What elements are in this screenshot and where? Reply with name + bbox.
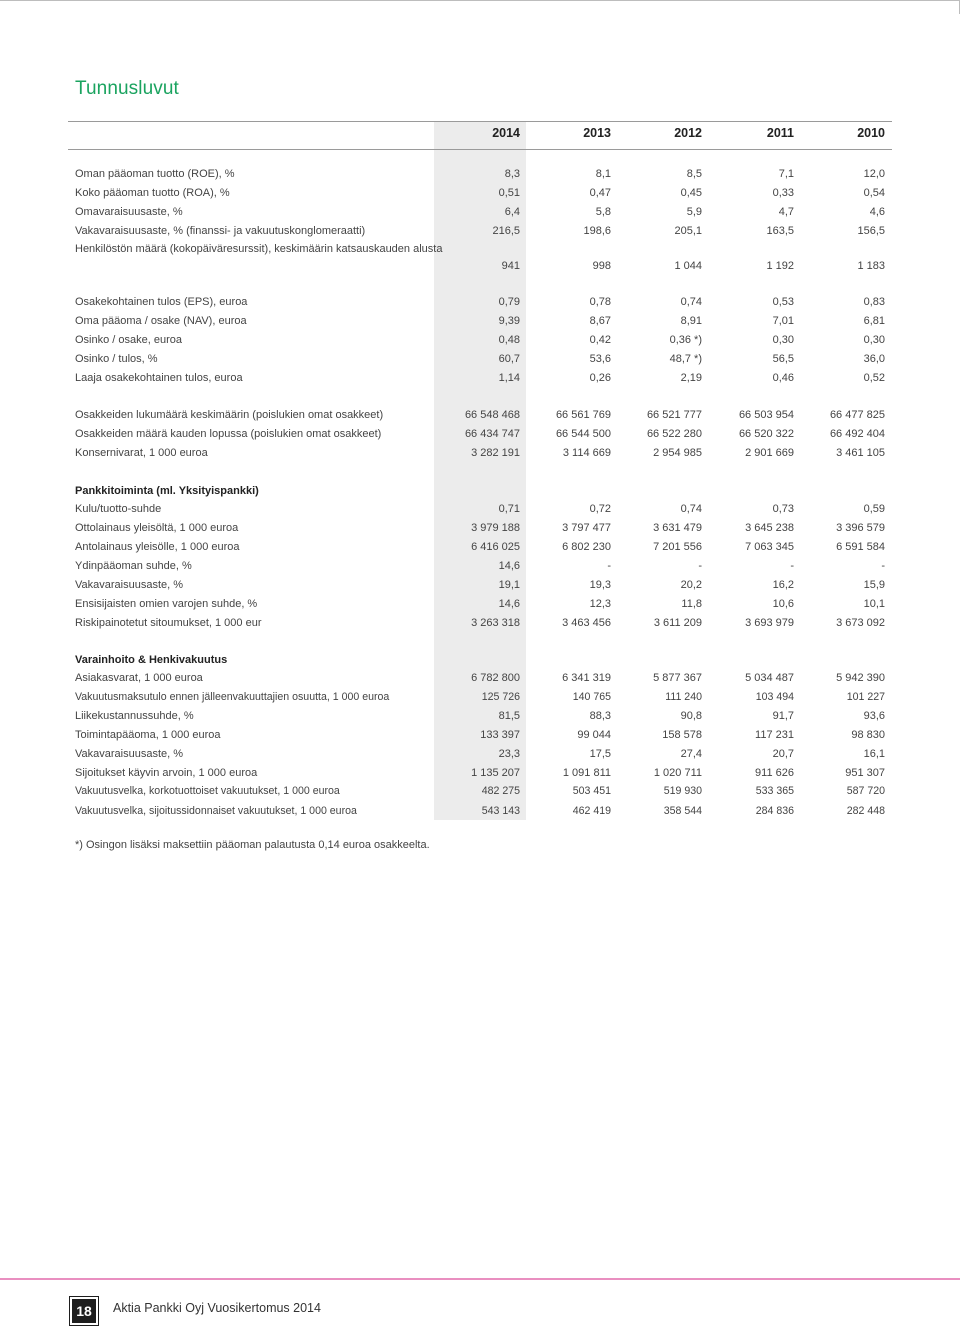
value-cell-2010: 36,0 [863, 353, 885, 365]
value-cell-2013: 198,6 [583, 225, 611, 237]
table-row [0, 500, 960, 518]
value-cell-2011: 66 503 954 [738, 409, 794, 421]
value-cell-2010: 3 396 579 [836, 522, 885, 534]
table-row [0, 614, 960, 632]
row-label: Ydinpääoman suhde, % [75, 560, 192, 572]
value-cell-2012: - [698, 560, 702, 572]
value-cell-2011: 66 520 322 [738, 428, 794, 440]
value-cell-2013: 0,47 [589, 187, 611, 199]
table-row [0, 406, 960, 424]
value-cell-2014: 216,5 [492, 225, 520, 237]
value-cell-2012: 205,1 [674, 225, 702, 237]
value-cell-2013: 998 [592, 260, 611, 272]
table-row [0, 425, 960, 443]
table-row [0, 745, 960, 763]
row-label: Vakavaraisuusaste, % (finanssi- ja vakuutuskonglomeraatti) [75, 225, 366, 237]
table-row [0, 241, 960, 275]
row-label: Oman pääoman tuotto (ROE), % [75, 168, 235, 180]
table-row [0, 184, 960, 202]
value-cell-2014: 1,14 [498, 372, 520, 384]
table-row [0, 726, 960, 744]
table-row [0, 331, 960, 349]
row-label: Omavaraisuusaste, % [75, 206, 183, 218]
row-label: Vakavaraisuusaste, % [75, 579, 184, 591]
table-row [0, 165, 960, 183]
table-row [0, 782, 960, 800]
value-cell-2014: 8,3 [504, 168, 520, 180]
row-label: Laaja osakekohtainen tulos, euroa [75, 372, 243, 384]
value-cell-2013: 0,42 [589, 334, 611, 346]
value-cell-2013: 0,26 [589, 372, 611, 384]
value-cell-2012: 0,45 [680, 187, 702, 199]
value-cell-2011: 3 693 979 [745, 617, 794, 629]
value-cell-2011: 2 901 669 [745, 447, 794, 459]
row-label: Henkilöstön määrä (kokopäiväresurssit), keskimäärin katsauskauden alusta [75, 243, 443, 255]
table-row [0, 312, 960, 330]
value-cell-2011: 5 034 487 [745, 672, 794, 684]
value-cell-2011: 56,5 [772, 353, 794, 365]
value-cell-2012: 8,91 [680, 315, 702, 327]
header-top-rule [68, 121, 892, 122]
value-cell-2014: 23,3 [498, 748, 520, 760]
value-cell-2012: 11,8 [681, 598, 702, 610]
value-cell-2011: 284 836 [755, 805, 794, 817]
header-bottom-rule [68, 149, 892, 150]
table-row [0, 222, 960, 240]
row-label: Vakuutusvelka, sijoitussidonnaiset vakuutukset, 1 000 euroa [75, 805, 357, 817]
value-cell-2014: 133 397 [480, 729, 520, 741]
page-number: 18 [72, 1299, 96, 1323]
value-cell-2010: 0,59 [863, 503, 885, 515]
value-cell-2010: 951 307 [845, 767, 885, 779]
value-cell-2014: 1 135 207 [471, 767, 520, 779]
value-cell-2012: 0,36 *) [669, 334, 702, 346]
value-cell-2014: 60,7 [498, 353, 520, 365]
value-cell-2011: 533 365 [755, 785, 794, 797]
value-cell-2013: 19,3 [589, 579, 611, 591]
footer-rule [0, 1278, 960, 1280]
section-heading-row [0, 651, 960, 669]
value-cell-2013: 8,67 [589, 315, 611, 327]
value-cell-2013: 1 091 811 [562, 767, 611, 779]
value-cell-2012: 48,7 *) [669, 353, 702, 365]
value-cell-2013: 0,72 [589, 503, 611, 515]
row-label: Sijoitukset käyvin arvoin, 1 000 euroa [75, 767, 258, 779]
row-label: Ensisijaisten omien varojen suhde, % [75, 598, 258, 610]
row-label: Asiakasvarat, 1 000 euroa [75, 672, 203, 684]
year-header-2012: 2012 [674, 126, 702, 140]
row-label: Konsernivarat, 1 000 euroa [75, 447, 208, 459]
row-label: Ottolainaus yleisöltä, 1 000 euroa [75, 522, 239, 534]
section-heading: Varainhoito & Henkivakuutus [75, 654, 228, 666]
value-cell-2010: 6,81 [863, 315, 885, 327]
value-cell-2012: 5,9 [686, 206, 702, 218]
value-cell-2014: 3 979 188 [471, 522, 520, 534]
value-cell-2012: 111 240 [665, 691, 702, 703]
value-cell-2013: 53,6 [589, 353, 611, 365]
row-label: Osinko / tulos, % [75, 353, 158, 365]
row-label: Osakkeiden määrä kauden lopussa (poislukien omat osakkeet) [75, 428, 382, 440]
year-header-2014: 2014 [492, 126, 520, 140]
top-border-line [0, 0, 960, 1]
page-number-box [69, 1296, 99, 1326]
value-cell-2012: 1 020 711 [653, 767, 702, 779]
value-cell-2014: 543 143 [481, 805, 520, 817]
row-label: Vakuutusvelka, korkotuottoiset vakuutukset, 1 000 euroa [75, 785, 340, 797]
value-cell-2014: 482 275 [481, 785, 520, 797]
row-label: Kulu/tuotto-suhde [75, 503, 162, 515]
table-row [0, 293, 960, 311]
value-cell-2013: 12,3 [589, 598, 611, 610]
value-cell-2013: 503 451 [572, 785, 611, 797]
table-row [0, 369, 960, 387]
value-cell-2013: 3 463 456 [562, 617, 611, 629]
value-cell-2010: 5 942 390 [836, 672, 885, 684]
row-label: Toimintapääoma, 1 000 euroa [75, 729, 221, 741]
value-cell-2013: 6 341 319 [562, 672, 611, 684]
table-row [0, 350, 960, 368]
row-label: Osinko / osake, euroa [75, 334, 183, 346]
value-cell-2012: 66 521 777 [646, 409, 702, 421]
value-cell-2012: 5 877 367 [653, 672, 702, 684]
value-cell-2012: 8,5 [686, 168, 702, 180]
value-cell-2010: 101 227 [846, 691, 885, 703]
value-cell-2010: 15,9 [863, 579, 885, 591]
value-cell-2013: 88,3 [589, 710, 611, 722]
value-cell-2012: 27,4 [680, 748, 702, 760]
value-cell-2012: 0,74 [680, 296, 702, 308]
value-cell-2011: 10,6 [772, 598, 794, 610]
value-cell-2013: 6 802 230 [562, 541, 611, 553]
value-cell-2011: 0,53 [772, 296, 794, 308]
value-cell-2011: 16,2 [772, 579, 794, 591]
year-header-2010: 2010 [857, 126, 885, 140]
value-cell-2010: 3 673 092 [836, 617, 885, 629]
value-cell-2013: 0,78 [589, 296, 611, 308]
value-cell-2011: 7 063 345 [745, 541, 794, 553]
value-cell-2012: 519 930 [663, 785, 702, 797]
value-cell-2012: 90,8 [680, 710, 702, 722]
value-cell-2010: 1 183 [857, 260, 885, 272]
value-cell-2014: 3 263 318 [471, 617, 520, 629]
value-cell-2011: - [790, 560, 794, 572]
value-cell-2014: 66 434 747 [464, 428, 520, 440]
table-row [0, 444, 960, 462]
table-row [0, 595, 960, 613]
table-row [0, 707, 960, 725]
row-label: Antolainaus yleisölle, 1 000 euroa [75, 541, 240, 553]
value-cell-2013: 462 419 [572, 805, 611, 817]
value-cell-2011: 1 192 [766, 260, 794, 272]
value-cell-2013: - [607, 560, 611, 572]
value-cell-2014: 9,39 [498, 315, 520, 327]
footnote: *) Osingon lisäksi maksettiin pääoman palautusta 0,14 euroa osakkeelta. [75, 839, 430, 851]
value-cell-2013: 8,1 [595, 168, 611, 180]
row-label: Vakavaraisuusaste, % [75, 748, 184, 760]
row-label: Vakuutusmaksutulo ennen jälleenvakuuttajien osuutta, 1 000 euroa [75, 691, 390, 703]
value-cell-2010: 587 720 [846, 785, 885, 797]
value-cell-2011: 0,73 [772, 503, 794, 515]
row-label: Riskipainotetut sitoumukset, 1 000 eur [75, 617, 262, 629]
value-cell-2012: 66 522 280 [646, 428, 702, 440]
table-row [0, 764, 960, 782]
section-heading-row [0, 482, 960, 500]
value-cell-2012: 358 544 [663, 805, 702, 817]
value-cell-2013: 5,8 [595, 206, 611, 218]
value-cell-2012: 0,74 [680, 503, 702, 515]
value-cell-2011: 0,33 [772, 187, 794, 199]
value-cell-2010: 0,83 [863, 296, 885, 308]
year-header-row [68, 126, 892, 146]
value-cell-2013: 17,5 [589, 748, 611, 760]
value-cell-2014: 19,1 [498, 579, 520, 591]
table-row [0, 557, 960, 575]
value-cell-2014: 0,48 [498, 334, 520, 346]
value-cell-2010: 0,52 [863, 372, 885, 384]
value-cell-2010: 93,6 [863, 710, 885, 722]
value-cell-2012: 2 954 985 [653, 447, 702, 459]
value-cell-2010: 0,30 [863, 334, 885, 346]
value-cell-2012: 3 611 209 [653, 617, 702, 629]
value-cell-2011: 3 645 238 [745, 522, 794, 534]
value-cell-2011: 0,30 [772, 334, 794, 346]
value-cell-2011: 91,7 [772, 710, 794, 722]
value-cell-2010: 282 448 [846, 805, 885, 817]
value-cell-2011: 117 231 [755, 729, 794, 741]
value-cell-2014: 125 726 [481, 691, 520, 703]
value-cell-2011: 911 626 [755, 767, 794, 779]
value-cell-2013: 3 797 477 [562, 522, 611, 534]
value-cell-2010: 10,1 [863, 598, 885, 610]
value-cell-2010: - [881, 560, 885, 572]
row-label: Koko pääoman tuotto (ROA), % [75, 187, 230, 199]
value-cell-2014: 14,6 [498, 560, 520, 572]
row-label: Osakekohtainen tulos (EPS), euroa [75, 296, 248, 308]
table-row [0, 802, 960, 820]
row-label: Liikekustannussuhde, % [75, 710, 194, 722]
value-cell-2010: 4,6 [869, 206, 885, 218]
value-cell-2011: 4,7 [778, 206, 794, 218]
value-cell-2014: 6,4 [504, 206, 520, 218]
value-cell-2014: 66 548 468 [464, 409, 520, 421]
value-cell-2012: 2,19 [680, 372, 702, 384]
value-cell-2014: 81,5 [498, 710, 520, 722]
value-cell-2013: 3 114 669 [562, 447, 611, 459]
footer-publication-title: Aktia Pankki Oyj Vuosikertomus 2014 [113, 1301, 321, 1315]
value-cell-2014: 0,79 [498, 296, 520, 308]
value-cell-2014: 941 [501, 260, 520, 272]
value-cell-2012: 7 201 556 [653, 541, 702, 553]
value-cell-2010: 66 477 825 [829, 409, 885, 421]
section-heading: Pankkitoiminta (ml. Yksityispankki) [75, 485, 259, 497]
value-cell-2013: 66 561 769 [555, 409, 611, 421]
value-cell-2011: 163,5 [766, 225, 794, 237]
value-cell-2013: 99 044 [577, 729, 611, 741]
value-cell-2012: 158 578 [662, 729, 702, 741]
value-cell-2010: 98 830 [851, 729, 885, 741]
value-cell-2011: 7,01 [772, 315, 794, 327]
table-row [0, 669, 960, 687]
value-cell-2012: 3 631 479 [653, 522, 702, 534]
value-cell-2010: 0,54 [863, 187, 885, 199]
table-row [0, 576, 960, 594]
value-cell-2014: 3 282 191 [471, 447, 520, 459]
value-cell-2014: 0,71 [498, 503, 520, 515]
table-row [0, 688, 960, 706]
value-cell-2011: 103 494 [755, 691, 794, 703]
value-cell-2013: 140 765 [572, 691, 611, 703]
value-cell-2010: 66 492 404 [829, 428, 885, 440]
page-title: Tunnusluvut [75, 78, 179, 99]
row-label: Oma pääoma / osake (NAV), euroa [75, 315, 247, 327]
value-cell-2010: 3 461 105 [836, 447, 885, 459]
value-cell-2014: 14,6 [498, 598, 520, 610]
value-cell-2010: 156,5 [857, 225, 885, 237]
year-header-2013: 2013 [583, 126, 611, 140]
value-cell-2010: 6 591 584 [836, 541, 885, 553]
value-cell-2010: 12,0 [863, 168, 885, 180]
value-cell-2011: 0,46 [772, 372, 794, 384]
value-cell-2012: 20,2 [680, 579, 702, 591]
value-cell-2011: 20,7 [772, 748, 794, 760]
value-cell-2014: 6 416 025 [471, 541, 520, 553]
value-cell-2013: 66 544 500 [555, 428, 611, 440]
table-row [0, 538, 960, 556]
value-cell-2014: 0,51 [498, 187, 520, 199]
table-row [0, 519, 960, 537]
value-cell-2011: 7,1 [778, 168, 794, 180]
year-header-2011: 2011 [766, 126, 794, 140]
value-cell-2014: 6 782 800 [471, 672, 520, 684]
row-label: Osakkeiden lukumäärä keskimäärin (poislukien omat osakkeet) [75, 409, 384, 421]
value-cell-2010: 16,1 [863, 748, 885, 760]
value-cell-2012: 1 044 [674, 260, 702, 272]
table-row [0, 203, 960, 221]
